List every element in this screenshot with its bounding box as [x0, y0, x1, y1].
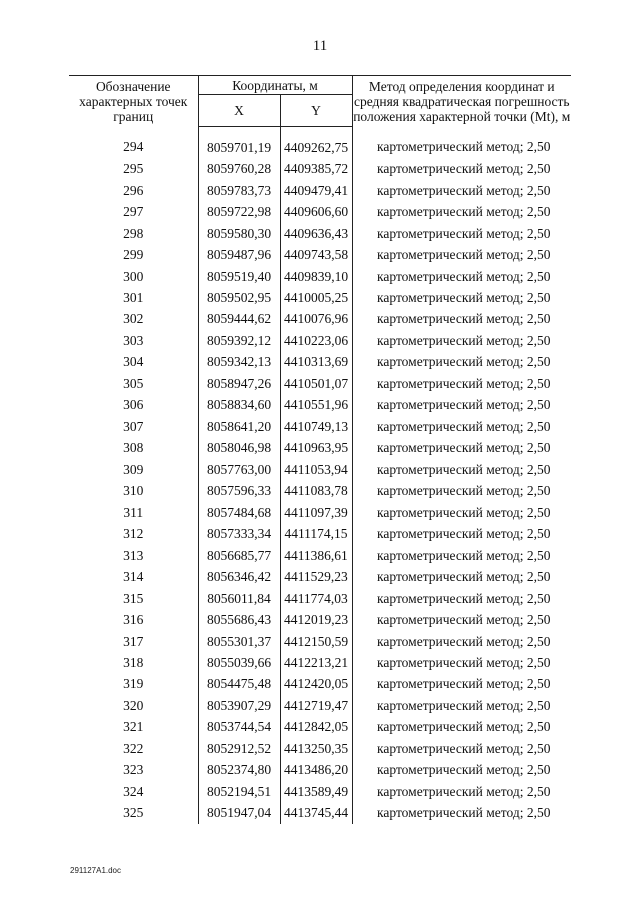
y-coordinate-cell: 4411097,39	[280, 502, 352, 523]
table-row	[69, 180, 571, 201]
y-coordinate-cell: 4409262,75	[280, 127, 352, 159]
table-row	[69, 244, 571, 265]
x-coordinate-cell: 8059342,13	[198, 352, 280, 373]
point-number-cell: 321	[123, 719, 144, 735]
method-cell: картометрический метод; 2,50	[352, 287, 571, 308]
y-coordinate-cell: 4412719,47	[280, 695, 352, 716]
x-coordinate-cell: 8059487,96	[198, 244, 280, 265]
table-body	[69, 127, 571, 825]
table-row	[69, 803, 571, 824]
page-number: 11	[312, 38, 328, 54]
x-coordinate-cell: 8059392,12	[198, 330, 280, 351]
method-cell: картометрический метод; 2,50	[352, 438, 571, 459]
x-coordinate-cell: 8059701,19	[198, 127, 280, 159]
method-cell: картометрический метод; 2,50	[352, 631, 571, 652]
table-row	[69, 158, 571, 179]
point-number-cell: 299	[123, 247, 144, 263]
x-coordinate-cell: 8057484,68	[198, 502, 280, 523]
table-row	[69, 416, 571, 437]
point-number-cell: 325	[123, 805, 144, 821]
point-number-cell: 306	[123, 397, 144, 413]
table-header	[69, 76, 571, 127]
header-method-line-1: Метод определения координат и	[368, 78, 555, 94]
point-number-cell: 315	[123, 590, 144, 606]
point-number-cell: 320	[123, 697, 144, 713]
x-coordinate-cell: 8053744,54	[198, 717, 280, 738]
method-cell: картометрический метод; 2,50	[352, 781, 571, 802]
point-number-cell: 312	[123, 526, 144, 542]
table-row	[69, 223, 571, 244]
point-number-cell: 298	[123, 225, 144, 241]
method-cell: картометрический метод; 2,50	[352, 481, 571, 502]
y-coordinate-cell: 4410501,07	[280, 373, 352, 394]
table-row	[69, 352, 571, 373]
point-number-cell: 301	[123, 290, 144, 306]
point-number-cell: 322	[123, 740, 144, 756]
point-number-cell: 317	[123, 633, 144, 649]
y-coordinate-cell: 4409606,60	[280, 201, 352, 222]
x-coordinate-cell: 8057333,34	[198, 523, 280, 544]
method-cell: картометрический метод; 2,50	[352, 588, 571, 609]
table-row	[69, 287, 571, 308]
table-row	[69, 631, 571, 652]
y-coordinate-cell: 4412150,59	[280, 631, 352, 652]
point-number-cell: 318	[123, 654, 144, 670]
x-coordinate-cell: 8059502,95	[198, 287, 280, 308]
point-number-cell: 309	[123, 461, 144, 477]
point-number-cell: 323	[123, 762, 144, 778]
table-row	[69, 395, 571, 416]
point-number-cell: 314	[123, 569, 144, 585]
method-cell: картометрический метод; 2,50	[352, 545, 571, 566]
header-point-line-2: характерных точек	[79, 93, 188, 109]
method-cell: картометрический метод; 2,50	[352, 201, 571, 222]
point-number-cell: 303	[123, 332, 144, 348]
table-row	[69, 330, 571, 351]
point-number-cell: 324	[123, 783, 144, 799]
y-coordinate-cell: 4410749,13	[280, 416, 352, 437]
table-row	[69, 566, 571, 587]
table-row	[69, 609, 571, 630]
point-number-cell: 295	[123, 161, 144, 177]
x-coordinate-cell: 8059444,62	[198, 309, 280, 330]
point-number-cell: 313	[123, 547, 144, 563]
header-point-designation	[69, 76, 198, 127]
y-coordinate-cell: 4413589,49	[280, 781, 352, 802]
y-coordinate-cell: 4411386,61	[280, 545, 352, 566]
method-cell: картометрический метод; 2,50	[352, 717, 571, 738]
x-coordinate-cell: 8059722,98	[198, 201, 280, 222]
table-row	[69, 738, 571, 759]
footer-filename: 291127A1.doc	[70, 866, 122, 875]
x-coordinate-cell: 8053907,29	[198, 695, 280, 716]
point-number-cell: 305	[123, 375, 144, 391]
method-cell: картометрический метод; 2,50	[352, 674, 571, 695]
table-row	[69, 373, 571, 394]
y-coordinate-cell: 4410313,69	[280, 352, 352, 373]
y-coordinate-cell: 4409743,58	[280, 244, 352, 265]
table-row	[69, 652, 571, 673]
y-coordinate-cell: 4409479,41	[280, 180, 352, 201]
header-method-line-2: средняя квадратическая погрешность	[353, 93, 570, 109]
y-coordinate-cell: 4411174,15	[280, 523, 352, 544]
y-coordinate-cell: 4413745,44	[280, 803, 352, 824]
x-coordinate-cell: 8052374,80	[198, 760, 280, 781]
header-point-line-3: границ	[113, 108, 154, 124]
y-coordinate-cell: 4412213,21	[280, 652, 352, 673]
point-number-cell: 294	[123, 139, 144, 155]
table-row	[69, 266, 571, 287]
y-coordinate-cell: 4412420,05	[280, 674, 352, 695]
y-coordinate-cell: 4410223,06	[280, 330, 352, 351]
point-number-cell: 300	[123, 268, 144, 284]
table-row	[69, 502, 571, 523]
header-y: Y	[280, 95, 352, 127]
x-coordinate-cell: 8052194,51	[198, 781, 280, 802]
y-coordinate-cell: 4411083,78	[280, 481, 352, 502]
table-row	[69, 717, 571, 738]
point-number-cell: 297	[123, 204, 144, 220]
point-number-cell: 316	[123, 612, 144, 628]
table-row	[69, 201, 571, 222]
table-row	[69, 695, 571, 716]
x-coordinate-cell: 8059519,40	[198, 266, 280, 287]
method-cell: картометрический метод; 2,50	[352, 695, 571, 716]
x-coordinate-cell: 8056011,84	[198, 588, 280, 609]
x-coordinate-cell: 8058834,60	[198, 395, 280, 416]
header-method	[352, 76, 571, 127]
x-coordinate-cell: 8056346,42	[198, 566, 280, 587]
y-coordinate-cell: 4411529,23	[280, 566, 352, 587]
y-coordinate-cell: 4409839,10	[280, 266, 352, 287]
y-coordinate-cell: 4409636,43	[280, 223, 352, 244]
table-row	[69, 309, 571, 330]
x-coordinate-cell: 8055686,43	[198, 609, 280, 630]
y-coordinate-cell: 4412842,05	[280, 717, 352, 738]
header-method-line-3: положения характерной точки (Mt), м	[353, 108, 571, 124]
y-coordinate-cell: 4411053,94	[280, 459, 352, 480]
y-coordinate-cell: 4410963,95	[280, 438, 352, 459]
method-cell: картометрический метод; 2,50	[352, 760, 571, 781]
x-coordinate-cell: 8059783,73	[198, 180, 280, 201]
table-row	[69, 438, 571, 459]
method-cell: картометрический метод; 2,50	[352, 416, 571, 437]
header-point-line-1: Обозначение	[95, 78, 171, 94]
method-cell: картометрический метод; 2,50	[352, 309, 571, 330]
point-number-cell: 304	[123, 354, 144, 370]
y-coordinate-cell: 4413250,35	[280, 738, 352, 759]
table-row	[69, 781, 571, 802]
x-coordinate-cell: 8059580,30	[198, 223, 280, 244]
x-coordinate-cell: 8057763,00	[198, 459, 280, 480]
x-coordinate-cell: 8059760,28	[198, 158, 280, 179]
method-cell: картометрический метод; 2,50	[352, 330, 571, 351]
method-cell: картометрический метод; 2,50	[352, 652, 571, 673]
point-number-cell: 296	[123, 182, 144, 198]
y-coordinate-cell: 4412019,23	[280, 609, 352, 630]
method-cell: картометрический метод; 2,50	[352, 803, 571, 824]
table-row	[69, 760, 571, 781]
method-cell: картометрический метод; 2,50	[352, 566, 571, 587]
method-cell: картометрический метод; 2,50	[352, 352, 571, 373]
method-cell: картометрический метод; 2,50	[352, 502, 571, 523]
y-coordinate-cell: 4413486,20	[280, 760, 352, 781]
coordinates-table-container	[69, 75, 571, 824]
header-x: X	[198, 95, 280, 127]
method-cell: картометрический метод; 2,50	[352, 158, 571, 179]
method-cell: картометрический метод; 2,50	[352, 127, 571, 159]
table-row	[69, 481, 571, 502]
table-row	[69, 588, 571, 609]
method-cell: картометрический метод; 2,50	[352, 609, 571, 630]
method-cell: картометрический метод; 2,50	[352, 244, 571, 265]
y-coordinate-cell: 4411774,03	[280, 588, 352, 609]
method-cell: картометрический метод; 2,50	[352, 180, 571, 201]
x-coordinate-cell: 8058947,26	[198, 373, 280, 394]
method-cell: картометрический метод; 2,50	[352, 523, 571, 544]
x-coordinate-cell: 8052912,52	[198, 738, 280, 759]
x-coordinate-cell: 8055301,37	[198, 631, 280, 652]
x-coordinate-cell: 8051947,04	[198, 803, 280, 824]
point-number-cell: 311	[123, 504, 144, 520]
point-number-cell: 307	[123, 418, 144, 434]
x-coordinate-cell: 8057596,33	[198, 481, 280, 502]
point-number-cell: 310	[123, 483, 144, 499]
method-cell: картометрический метод; 2,50	[352, 373, 571, 394]
point-number-cell: 308	[123, 440, 144, 456]
method-cell: картометрический метод; 2,50	[352, 459, 571, 480]
y-coordinate-cell: 4410005,25	[280, 287, 352, 308]
table-row	[69, 459, 571, 480]
point-number-cell: 302	[123, 311, 144, 327]
method-cell: картометрический метод; 2,50	[352, 738, 571, 759]
table-row	[69, 674, 571, 695]
table-row	[69, 523, 571, 544]
point-number-cell: 319	[123, 676, 144, 692]
coordinates-table	[69, 75, 571, 824]
x-coordinate-cell: 8058046,98	[198, 438, 280, 459]
table-row	[69, 127, 571, 159]
x-coordinate-cell: 8058641,20	[198, 416, 280, 437]
method-cell: картометрический метод; 2,50	[352, 223, 571, 244]
y-coordinate-cell: 4410076,96	[280, 309, 352, 330]
table-row	[69, 545, 571, 566]
x-coordinate-cell: 8055039,66	[198, 652, 280, 673]
x-coordinate-cell: 8054475,48	[198, 674, 280, 695]
method-cell: картометрический метод; 2,50	[352, 266, 571, 287]
header-coordinates: Координаты, м	[198, 76, 352, 95]
y-coordinate-cell: 4409385,72	[280, 158, 352, 179]
method-cell: картометрический метод; 2,50	[352, 395, 571, 416]
x-coordinate-cell: 8056685,77	[198, 545, 280, 566]
y-coordinate-cell: 4410551,96	[280, 395, 352, 416]
